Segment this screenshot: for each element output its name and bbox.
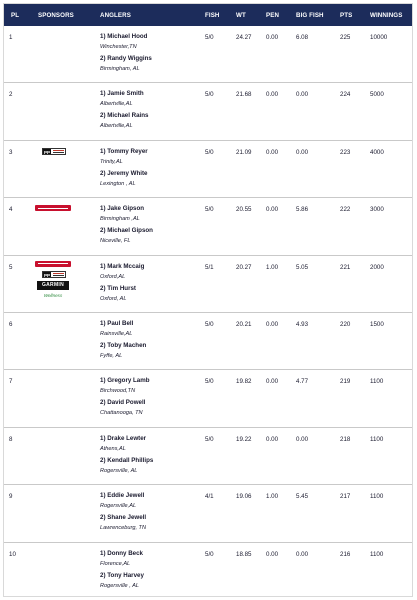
wellness-logo: Wellness bbox=[43, 292, 63, 298]
angler-1-name: 1) Mark Mccaig bbox=[100, 262, 145, 270]
big-fish-cell: 5.86 bbox=[296, 206, 309, 214]
angler-1-name: 1) Paul Bell bbox=[100, 320, 134, 327]
phoenix-logo bbox=[35, 261, 71, 267]
fish-cell: 5/0 bbox=[205, 91, 214, 99]
angler-1-city: Trinity,AL bbox=[100, 158, 123, 165]
fish-cell: 5/1 bbox=[205, 263, 214, 271]
table-row bbox=[4, 370, 412, 427]
table-row bbox=[4, 198, 412, 255]
angler-1-city: Albertville,AL bbox=[100, 101, 133, 108]
angler-2-city: Chattanooga, TN bbox=[100, 410, 143, 417]
fish-cell: 5/0 bbox=[205, 148, 214, 156]
pts-cell: 216 bbox=[340, 550, 351, 558]
place-cell: 2 bbox=[9, 91, 13, 99]
angler-1-name: 1) Jamie Smith bbox=[100, 90, 144, 98]
power-pole-logo-mark: PP bbox=[43, 149, 50, 155]
big-fish-cell: 0.00 bbox=[296, 435, 309, 443]
angler-2-city: Fyffe, AL bbox=[100, 353, 123, 359]
pen-cell: 0.00 bbox=[266, 148, 279, 156]
table-row bbox=[4, 543, 412, 597]
pen-cell: 0.00 bbox=[266, 378, 279, 386]
pts-cell: 222 bbox=[340, 206, 351, 214]
winnings-cell: 1100 bbox=[370, 550, 384, 558]
header-sponsors: SPONSORS bbox=[38, 12, 74, 19]
angler-2-city: Niceville, FL bbox=[100, 238, 131, 245]
table-row bbox=[4, 83, 412, 140]
pen-cell: 0.00 bbox=[266, 206, 279, 214]
angler-1-city: Rogersville,AL bbox=[100, 503, 137, 510]
pen-cell: 1.00 bbox=[266, 263, 279, 271]
wt-cell: 21.68 bbox=[236, 91, 252, 99]
wt-cell: 18.85 bbox=[236, 550, 252, 558]
header-pl: PL bbox=[11, 12, 20, 19]
angler-1-name: 1) Donny Beck bbox=[100, 549, 143, 557]
big-fish-cell: 5.05 bbox=[296, 263, 309, 271]
pen-cell: 0.00 bbox=[266, 321, 279, 328]
winnings-cell: 1100 bbox=[370, 435, 384, 443]
header-anglers: ANGLERS bbox=[100, 12, 131, 19]
header-pts: PTS bbox=[340, 12, 353, 19]
winnings-cell: 1500 bbox=[370, 321, 384, 328]
big-fish-cell: 0.00 bbox=[296, 148, 309, 156]
big-fish-cell: 6.08 bbox=[296, 34, 309, 41]
place-cell: 4 bbox=[9, 206, 13, 214]
angler-1-city: Athens,AL bbox=[100, 445, 126, 452]
angler-1-city: Oxford,AL bbox=[100, 273, 126, 280]
table-row bbox=[4, 141, 412, 198]
power-pole-logo-bars bbox=[51, 149, 65, 154]
angler-1-name: 1) Michael Hood bbox=[100, 33, 148, 40]
angler-1-name: 1) Drake Lewter bbox=[100, 434, 147, 442]
place-cell: 9 bbox=[9, 493, 13, 501]
place-cell: 5 bbox=[9, 263, 13, 271]
sponsor-logos bbox=[32, 256, 72, 313]
pts-cell: 223 bbox=[340, 148, 351, 156]
angler-2-name: 2) David Powell bbox=[100, 399, 146, 407]
place-cell: 3 bbox=[9, 148, 13, 156]
angler-2-name: 2) Tony Harvey bbox=[100, 571, 144, 579]
place-cell: 6 bbox=[9, 321, 13, 328]
angler-2-name: 2) Michael Rains bbox=[100, 112, 149, 120]
phoenix-logo bbox=[35, 205, 71, 211]
angler-2-city: Rogersville, AL bbox=[100, 467, 138, 474]
place-cell: 8 bbox=[9, 435, 13, 443]
angler-2-city: Albertville,AL bbox=[100, 123, 133, 130]
table-row bbox=[4, 485, 412, 542]
big-fish-cell: 0.00 bbox=[296, 91, 309, 99]
angler-1-name: 1) Eddie Jewell bbox=[100, 492, 145, 500]
winnings-cell: 10000 bbox=[370, 34, 388, 41]
fish-cell: 5/0 bbox=[205, 321, 214, 328]
angler-2-name: 2) Shane Jewell bbox=[100, 514, 147, 522]
wt-cell: 20.21 bbox=[236, 321, 252, 328]
place-cell: 10 bbox=[9, 550, 16, 558]
pen-cell: 0.00 bbox=[266, 435, 279, 443]
sponsor-logos bbox=[32, 198, 72, 255]
table-row bbox=[4, 26, 412, 83]
power-pole-logo-bars bbox=[51, 272, 65, 277]
table-row bbox=[4, 313, 412, 370]
angler-2-name: 2) Toby Machen bbox=[100, 342, 147, 349]
winnings-cell: 4000 bbox=[370, 148, 384, 156]
angler-1-city: Rainsville,AL bbox=[100, 331, 133, 337]
wt-cell: 19.06 bbox=[236, 493, 252, 501]
header-big-fish: BIG FISH bbox=[296, 12, 324, 19]
pen-cell: 1.00 bbox=[266, 493, 279, 501]
header-wt: WT bbox=[236, 12, 246, 19]
angler-2-city: Birmingham, AL bbox=[100, 66, 140, 72]
angler-2-name: 2) Kendall Phillips bbox=[100, 456, 154, 464]
angler-2-city: Lawrenceburg, TN bbox=[100, 525, 147, 532]
power-pole-logo bbox=[42, 271, 66, 278]
header-winnings: WINNINGS bbox=[370, 12, 403, 19]
wt-cell: 24.27 bbox=[236, 34, 252, 41]
pts-cell: 219 bbox=[340, 378, 351, 386]
pen-cell: 0.00 bbox=[266, 34, 279, 41]
angler-2-name: 2) Randy Wiggins bbox=[100, 55, 152, 62]
table-header bbox=[4, 4, 412, 26]
garmin-logo: GARMIN bbox=[37, 281, 69, 290]
angler-2-city: Oxford, AL bbox=[100, 295, 127, 302]
angler-1-city: Winchester,TN bbox=[100, 44, 137, 50]
fish-cell: 4/1 bbox=[205, 493, 214, 501]
fish-cell: 5/0 bbox=[205, 435, 214, 443]
angler-1-city: Birchwood,TN bbox=[100, 388, 136, 395]
header-pen: PEN bbox=[266, 12, 280, 19]
big-fish-cell: 4.93 bbox=[296, 321, 309, 328]
angler-2-name: 2) Michael Gipson bbox=[100, 227, 153, 235]
angler-1-city: Birmingham ,AL bbox=[100, 216, 140, 223]
pen-cell: 0.00 bbox=[266, 550, 279, 558]
wt-cell: 19.22 bbox=[236, 435, 252, 443]
winnings-cell: 3000 bbox=[370, 206, 384, 214]
pts-cell: 218 bbox=[340, 435, 351, 443]
winnings-cell: 1100 bbox=[370, 493, 384, 501]
winnings-cell: 1100 bbox=[370, 378, 384, 386]
angler-2-name: 2) Jeremy White bbox=[100, 169, 148, 177]
big-fish-cell: 4.77 bbox=[296, 378, 309, 386]
winnings-cell: 5000 bbox=[370, 91, 384, 99]
wt-cell: 20.55 bbox=[236, 206, 252, 214]
angler-1-name: 1) Gregory Lamb bbox=[100, 377, 150, 385]
pts-cell: 217 bbox=[340, 493, 351, 501]
fish-cell: 5/0 bbox=[205, 34, 214, 41]
sponsor-logos bbox=[32, 141, 72, 198]
winnings-cell: 2000 bbox=[370, 263, 384, 271]
angler-1-name: 1) Tommy Reyer bbox=[100, 147, 148, 155]
table-row bbox=[4, 428, 412, 485]
wt-cell: 21.09 bbox=[236, 148, 252, 156]
big-fish-cell: 0.00 bbox=[296, 550, 309, 558]
big-fish-cell: 5.45 bbox=[296, 493, 309, 501]
fish-cell: 5/0 bbox=[205, 206, 214, 214]
pts-cell: 220 bbox=[340, 321, 351, 328]
pts-cell: 225 bbox=[340, 34, 351, 41]
place-cell: 1 bbox=[9, 34, 13, 41]
results-table bbox=[3, 3, 413, 597]
power-pole-logo-mark: PP bbox=[43, 272, 50, 278]
pts-cell: 224 bbox=[340, 91, 351, 99]
pen-cell: 0.00 bbox=[266, 91, 279, 99]
table-row bbox=[4, 256, 412, 313]
fish-cell: 5/0 bbox=[205, 550, 214, 558]
header-fish: FISH bbox=[205, 12, 220, 19]
pts-cell: 221 bbox=[340, 263, 351, 271]
angler-1-name: 1) Jake Gipson bbox=[100, 205, 145, 213]
angler-1-city: Florence,AL bbox=[100, 560, 131, 567]
angler-2-city: Rogersville , AL bbox=[100, 582, 139, 589]
angler-2-city: Lexington , AL bbox=[100, 180, 136, 187]
place-cell: 7 bbox=[9, 378, 13, 386]
wt-cell: 20.27 bbox=[236, 263, 252, 271]
wt-cell: 19.82 bbox=[236, 378, 252, 386]
angler-2-name: 2) Tim Hurst bbox=[100, 284, 136, 292]
fish-cell: 5/0 bbox=[205, 378, 214, 386]
power-pole-logo bbox=[42, 148, 66, 155]
